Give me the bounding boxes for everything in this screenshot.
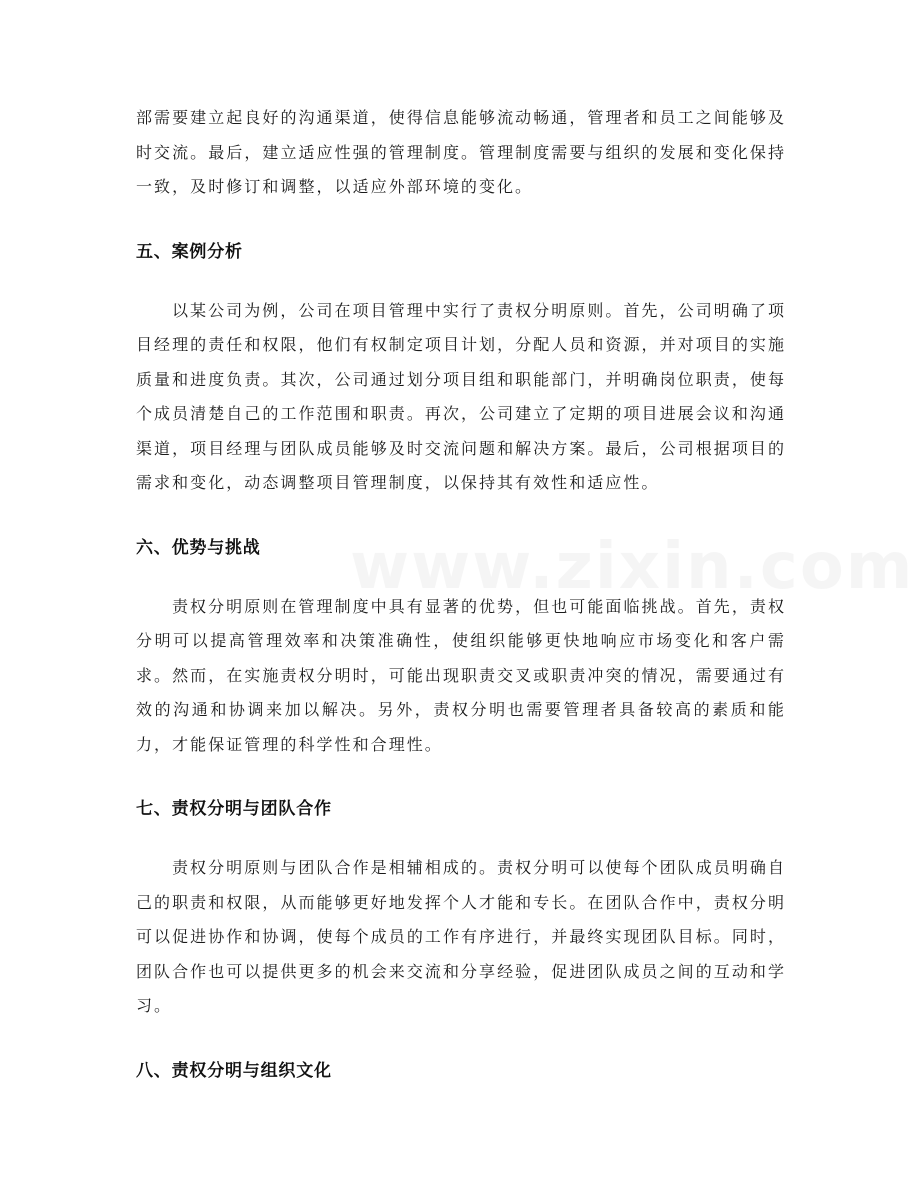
paragraph-intro-continued: 部需要建立起良好的沟通渠道，使得信息能够流动畅通，管理者和员工之间能够及时交流。最后，建立适应性强的管理制度。管理制度需要与组织的发展和变化保持一致，及时修订和调整，以适应外部环境的变化。 xyxy=(136,108,786,196)
section-heading-advantages-challenges: 六、优势与挑战 xyxy=(136,537,261,558)
section-heading-case-analysis: 五、案例分析 xyxy=(136,241,243,262)
paragraph-teamwork: 责权分明原则与团队合作是相辅相成的。责权分明可以使每个团队成员明确自己的职责和权限，从而能够更好地发挥个人才能和专长。在团队合作中，责权分明可以促进协作和协调，使每个成员的工作有序进行，并最终实现团队目标。同时，团队合作也可以提供更多的机会来交流和分享经验，促进团队成员之间的互动和学习。 xyxy=(136,858,786,1015)
paragraph-case-analysis: 以某公司为例，公司在项目管理中实行了责权分明原则。首先，公司明确了项目经理的责任和权限，他们有权制定项目计划，分配人员和资源，并对项目的实施质量和进度负责。其次，公司通过划分项目组和职能部门，并明确岗位职责，使每个成员清楚自己的工作范围和职责。再次，公司建立了定期的项目进展会议和沟通渠道，项目经理与团队成员能够及时交流问题和解决方案。最后，公司根据项目的需求和变化，动态调整项目管理制度，以保持其有效性和适应性。 xyxy=(136,300,786,492)
document-body xyxy=(136,101,786,1085)
section-heading-org-culture: 八、责权分明与组织文化 xyxy=(136,1060,332,1081)
paragraph-advantages-challenges: 责权分明原则在管理制度中具有显著的优势，但也可能面临挑战。首先，责权分明可以提高管理效率和决策准确性，使组织能够更快地响应市场变化和客户需求。然而，在实施责权分明时，可能出现职责交叉或职责冲突的情况，需要通过有效的沟通和协调来加以解决。另外，责权分明也需要管理者具备较高的素质和能力，才能保证管理的科学性和合理性。 xyxy=(136,596,786,754)
section-heading-teamwork: 七、责权分明与团队合作 xyxy=(136,799,332,819)
